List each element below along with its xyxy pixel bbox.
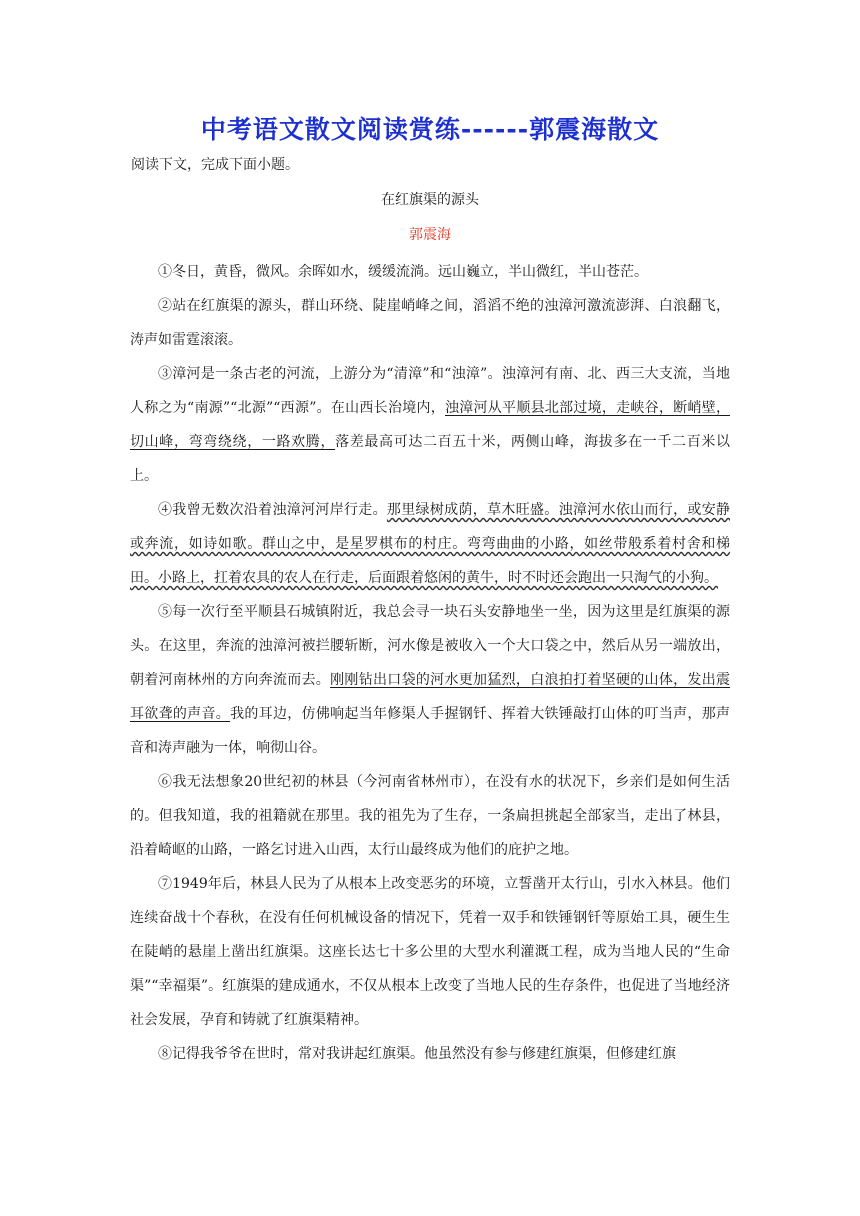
paragraph-4-wavy-underlined-passage: 那里绿树成荫，草木旺盛。浊漳河水依山而行，或安静或奔流，如诗如歌。群山之中，是星罗棋布的村庄。弯弯曲曲的小路，如丝带般系着村舍和梯田。小路上，扛着农具的农人在行走，后面跟着悠闲的黄牛，时不时还会跑出一只淘气的小狗。: [130, 502, 730, 586]
paragraph-5: [130, 595, 730, 765]
paragraph-5-underlined-sentence: 刚刚钻出口袋的河水更加猛烈，白浪拍打着坚硬的山体，发出震耳欲聋的声音。: [130, 672, 731, 722]
paragraph-6: ⑥我无法想象20世纪初的林县（今河南省林州市），在没有水的状况下，乡亲们是如何生活的。但我知道，我的祖籍就在那里。我的祖先为了生存，一条扁担挑起全部家当，走出了林县，沿着崎岖的山路，一路乞讨进入山西，太行山最终成为他们的庇护之地。: [130, 774, 730, 858]
paragraph-5-text-b: 我的耳边，仿佛响起当年修渠人手握钢钎、挥着大铁锤敲打山体的叮当声，那声音和涛声融为一体，响彻山谷。: [130, 706, 731, 756]
paragraph-3: [130, 357, 730, 493]
essay-author: 郭震海: [409, 227, 451, 243]
paragraph-8: ⑧记得我爷爷在世时，常对我讲起红旗渠。他虽然没有参与修建红旗渠，但修建红旗: [158, 1046, 676, 1062]
paragraph-3-text-b: 落差最高可达二百五十米，两侧山峰，海拔多在一千二百米以上。: [130, 434, 731, 484]
paragraph-7: ⑦1949年后，林县人民为了从根本上改变恶劣的环境，立誓凿开太行山，引水入林县。他们连续奋战十个春秋，在没有任何机械设备的情况下，凭着一双手和铁锤钢钎等原始工具，硬生生在陡峭的悬崖上凿出红旗渠。这座长达七十多公里的大型水利灌溉工程，成为当地人民的“生命渠”“幸福渠”。红旗渠的建成通水，不仅从根本上改变了当地人民的生存条件，也促进了当地经济社会发展，孕育和铸就了红旗渠精神。: [130, 876, 730, 1028]
paragraph-3-text-a: ③漳河是一条古老的河流，上游分为“清漳”和“浊漳”。浊漳河有南、北、西三大支流，当地人称之为“南源”“北源”“西源”。在山西长治境内，: [130, 366, 730, 416]
paragraph-4-text-a: ④我曾无数次沿着浊漳河河岸行走。: [158, 502, 387, 518]
paragraph-3-underlined-sentence: 浊漳河从平顺县北部过境，走峡谷，断峭壁，切山峰，弯弯绕绕，一路欢腾，: [130, 400, 730, 450]
paragraph-5-text-a: ⑤每一次行至平顺县石城镇附近，我总会寻一块石头安静地坐一坐，因为这里是红旗渠的源头。在这里，奔流的浊漳河被拦腰斩断，河水像是被收入一个大口袋之中，然后从另一端放出，朝着河南林州的方向奔流而去。: [130, 604, 730, 688]
paragraph-4: [130, 493, 730, 595]
main-title: 中考语文散文阅读赏练------郭震海散文: [200, 115, 660, 144]
essay-body: [130, 255, 730, 1071]
paragraph-1: ①冬日，黄昏，微风。余晖如水，缓缓流淌。远山巍立，半山微红，半山苍茫。: [158, 264, 648, 280]
instruction-text: 阅读下文，完成下面小题。: [131, 157, 299, 173]
essay-title: 在红旗渠的源头: [381, 192, 479, 208]
paragraph-2: ②站在红旗渠的源头，群山环绕、陡崖峭峰之间，滔滔不绝的浊漳河激流澎湃、白浪翻飞，涛声如雷霆滚滚。: [130, 298, 730, 348]
